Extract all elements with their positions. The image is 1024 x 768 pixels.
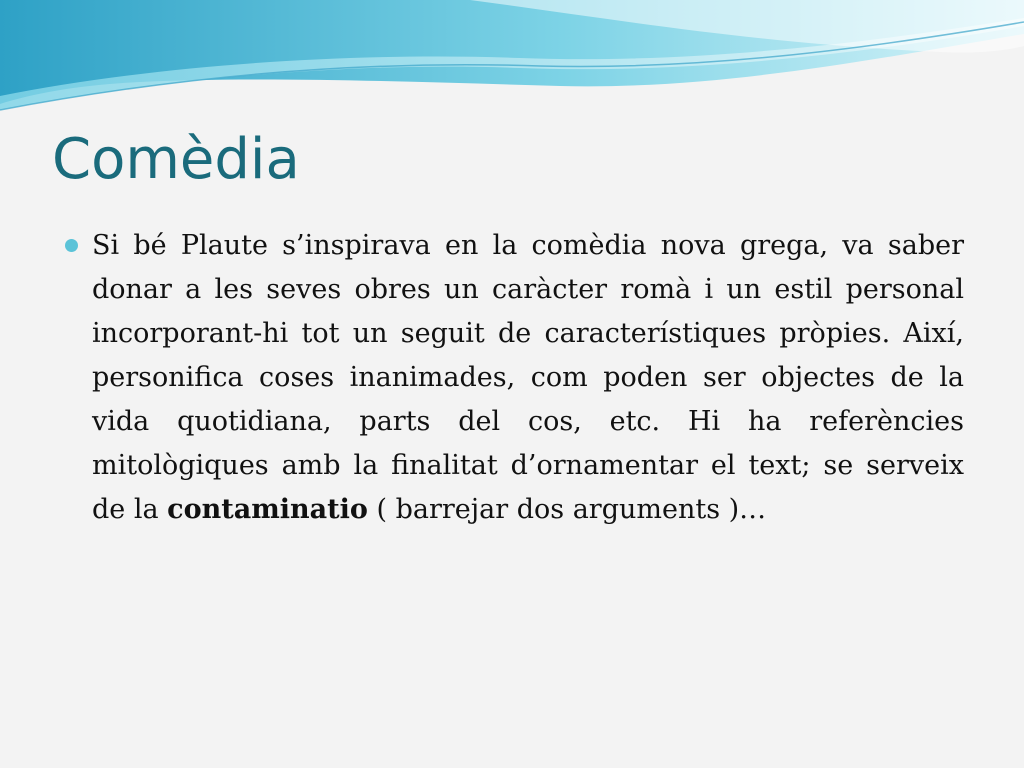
circle-bullet-icon [65,239,78,252]
slide-content [60,224,964,532]
bullet-text-after: ( barrejar dos arguments )… [367,494,767,525]
slide-title: Comèdia [52,127,300,192]
bullet-item [60,224,964,532]
bold-term: contaminatio [167,494,368,525]
bullet-text [92,224,964,532]
wave-decoration [0,0,1024,120]
bullet-text-before: Si bé Plaute s’inspirava en la comèdia nova grega, va saber donar a les seves obres un caràcter romà i un estil personal incorporant-hi tot un seguit de característiques pròpies. Així, personifica coses inanimades, com poden ser objectes de la vida quotidiana, parts del cos, etc. Hi ha referències mitològiques amb la finalitat d’ornamentar el text; se serveix de la [92,230,964,525]
